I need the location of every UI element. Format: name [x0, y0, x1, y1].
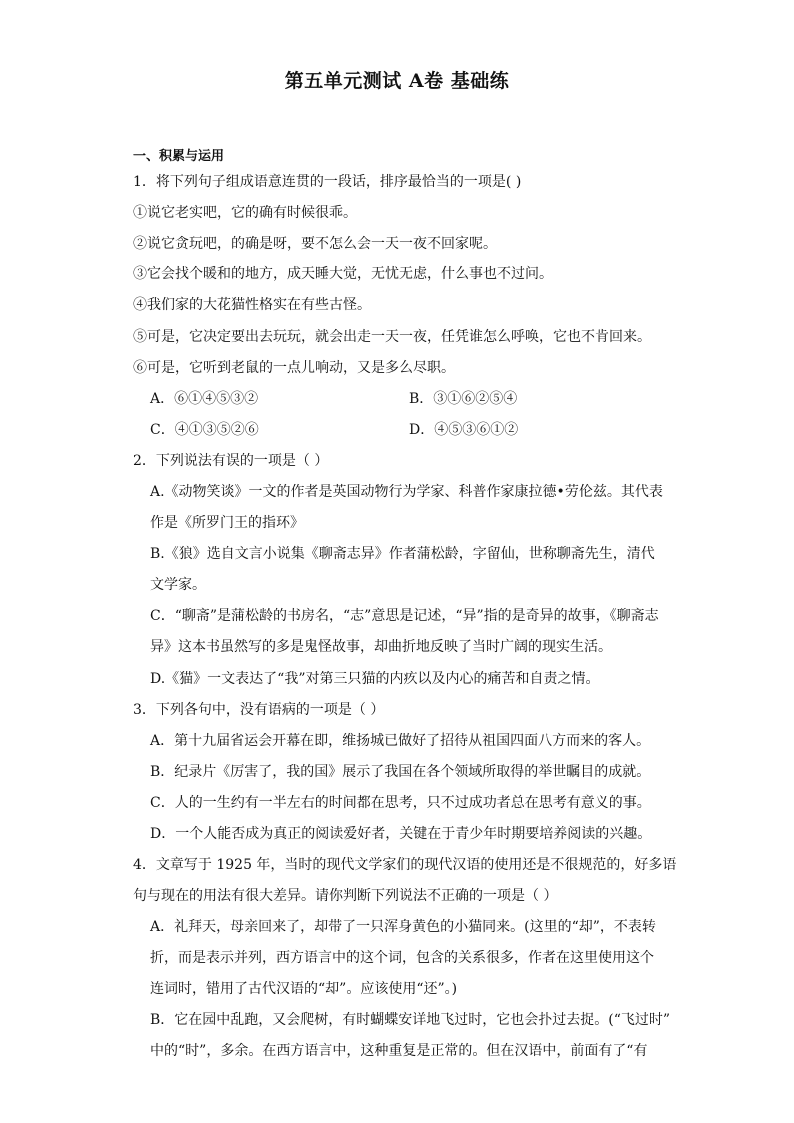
- question-3-option: D．一个人能否成为真正的阅读爱好者，关键在于青少年时期要培养阅读的兴趣。: [150, 826, 652, 842]
- question-1-item: ①说它老实吧，它的确有时候很乖。: [133, 205, 357, 221]
- section-heading: 一、积累与运用: [133, 149, 225, 164]
- question-3-option: B．纪录片《厉害了，我的国》展示了我国在各个领域所取得的举世瞩目的成就。: [150, 764, 651, 780]
- question-2-line: 文学家。: [150, 577, 206, 593]
- question-1-item: ②说它贪玩吧，的确是呀，要不怎么会一天一夜不回家呢。: [133, 236, 497, 252]
- question-3-option: C．人的一生约有一半左右的时间都在思考，只不过成功者总在思考有意义的事。: [150, 795, 651, 811]
- question-4-line: 折，而是表示并列，西方语言中的这个词，包含的关系很多，作者在这里使用这个: [150, 950, 654, 966]
- question-1-stem: 1．将下列句子组成语意连贯的一段话，排序最恰当的一项是( ): [133, 174, 522, 190]
- question-4-line: 中的“时”，多余。在西方语言中，这种重复是正常的。但在汉语中，前面有了“有: [150, 1043, 648, 1059]
- question-2-stem: 2．下列说法有误的一项是（ ）: [133, 453, 329, 469]
- question-2-line: B.《狼》选自文言小说集《聊斋志异》作者蒲松龄，字留仙，世称聊斋先生，清代: [150, 546, 655, 562]
- question-3-option: A．第十九届省运会开幕在即，维扬城已做好了招待从祖国四面八方而来的客人。: [150, 733, 651, 749]
- question-4-stem: 4．文章写于 1925 年，当时的现代文学家们的现代汉语的使用还是不很规范的，好多语: [133, 857, 677, 873]
- question-4-stem: 句与现在的用法有很大差异。请你判断下列说法不正确的一项是（ ）: [133, 888, 558, 904]
- question-2-line: A.《动物笑谈》一文的作者是英国动物行为学家、科普作家康拉德•劳伦兹。其代表: [150, 484, 663, 500]
- question-2-line: 作是《所罗门王的指环》: [150, 515, 304, 531]
- question-2-line: C．“聊斋”是蒲松龄的书房名，“志”意思是记述，“异”指的是奇异的故事，《聊斋志: [150, 608, 659, 624]
- question-2-line: 异》这本书虽然写的多是鬼怪故事，却曲折地反映了当时广阔的现实生活。: [150, 639, 612, 655]
- question-1-option-a: A．⑥①④⑤③②: [150, 391, 259, 407]
- question-1-option-c: C．④①③⑤②⑥: [150, 422, 259, 438]
- question-4-line: A．礼拜天，母亲回来了，却带了一只浑身黄色的小猫同来。(这里的“却”，不表转: [150, 919, 656, 935]
- question-1-item: ⑤可是，它决定要出去玩玩，就会出走一天一夜，任凭谁怎么呼唤，它也不肯回来。: [133, 329, 651, 345]
- question-1-item: ⑥可是，它听到老鼠的一点儿响动，又是多么尽职。: [133, 360, 455, 376]
- question-4-line: B．它在园中乱跑，又会爬树，有时蝴蝶安详地飞过时，它也会扑过去捉。(“飞过时”: [150, 1012, 671, 1028]
- question-4-line: 连词时，错用了古代汉语的“却”。应该使用“还”。): [150, 981, 458, 997]
- question-3-stem: 3．下列各句中，没有语病的一项是（ ）: [133, 702, 385, 718]
- question-1-option-d: D．④⑤③⑥①②: [409, 422, 519, 438]
- question-1-item: ③它会找个暖和的地方，成天睡大觉，无忧无虑，什么事也不过问。: [133, 266, 553, 282]
- page-title: 第五单元测试 A卷 基础练: [284, 70, 510, 92]
- question-2-line: D.《猫》一文表达了“我”对第三只猫的内疚以及内心的痛苦和自责之情。: [150, 671, 600, 687]
- question-1-option-b: B．③①⑥②⑤④: [409, 391, 518, 407]
- question-1-item: ④我们家的大花猫性格实在有些古怪。: [133, 297, 371, 313]
